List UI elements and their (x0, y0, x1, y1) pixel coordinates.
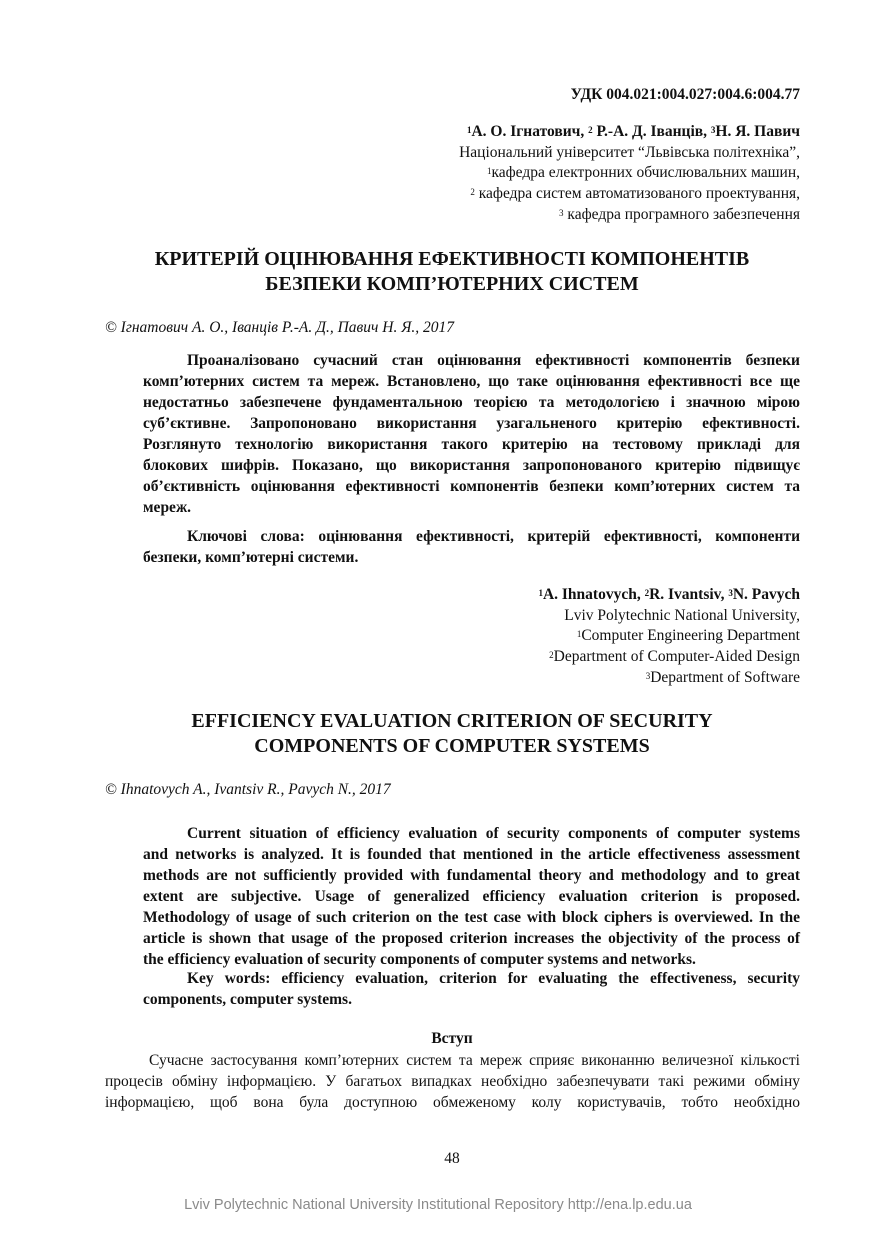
author-sup: 1 (466, 125, 472, 135)
author-name: A. Ihnatovych, (542, 586, 645, 603)
author-sup: 3 (728, 588, 733, 598)
ua-university: Національний університет “Львівська політехніка”, (459, 143, 800, 161)
text-line: Проаналізовано сучасний стан оцінювання ефективності компонентів безпеки (187, 352, 800, 369)
en-department (538, 668, 800, 689)
author-name: А. О. Ігнатович, (471, 123, 589, 140)
author-sup: 1 (538, 588, 543, 598)
author-sup: 3 (710, 125, 716, 135)
ua-authors (459, 122, 800, 143)
ua-title (0, 247, 876, 297)
ua-keywords (143, 526, 800, 568)
intro-heading: Вступ (431, 1030, 473, 1047)
text-line: Ключові слова: оцінювання ефективності, критерій ефективності, компоненти (187, 528, 800, 545)
text-line: комп’ютерних систем та мереж. Встановлено, що таке оцінювання ефективності все ще (143, 373, 800, 390)
text-line: об’єктивність оцінювання ефективності компонентів безпеки комп’ютерних систем та (143, 478, 800, 495)
text-line: Key words: efficiency evaluation, criterion for evaluating the effectiveness, security (187, 970, 800, 987)
en-abstract (143, 823, 800, 970)
text-line: блокових шифрів. Показано, що використання запропонованого критерію підвищує (143, 457, 800, 474)
author-sup: 2 (644, 588, 650, 598)
en-keywords (143, 968, 800, 1010)
page-number: 48 (444, 1150, 460, 1167)
repository-footer: Lviv Polytechnic National University Institutional Repository http://ena.lp.edu.ua (184, 1197, 692, 1213)
author-name: N. Pavych (732, 586, 800, 603)
dept-sup: 3 (645, 670, 651, 681)
ua-department (459, 163, 800, 184)
en-authors (538, 585, 800, 606)
text-line: інформацією, щоб вона була доступною обмеженому колу користувачів, тобто необхідно (105, 1094, 800, 1111)
en-title (0, 709, 876, 759)
author-name: Р.-А. Д. Іванців, (592, 123, 711, 140)
dept-name: Computer Engineering Department (581, 627, 800, 645)
en-university: Lviv Polytechnic National University, (564, 606, 800, 624)
ua-department (459, 184, 800, 205)
text-line: article is shown that usage of the proposed criterion increases the objectivity of the process of (143, 930, 800, 947)
dept-sup: 1 (576, 629, 582, 640)
dept-name: Department of Software (650, 668, 800, 686)
en-department (538, 626, 800, 647)
dept-sup: 1 (486, 166, 492, 177)
ua-copyright: © Ігнатович А. О., Іванців Р.-А. Д., Павич Н. Я., 2017 (105, 319, 455, 336)
text-line: Сучасне застосування комп’ютерних систем та мереж сприяє виконанню величезної кількості (149, 1052, 800, 1069)
text-line: Current situation of efficiency evaluation of security components of computer systems (187, 825, 800, 842)
text-line: Methodology of usage of such criterion on the test case with block ciphers is overviewed. In the (143, 909, 800, 926)
en-affiliation-block (538, 585, 800, 689)
text-line: процесів обміну інформацією. У багатьох випадках необхідно забезпечувати такі режими обміну (105, 1073, 800, 1090)
dept-name: кафедра систем автоматизованого проектування, (474, 185, 800, 203)
intro-paragraph (105, 1050, 800, 1113)
author-sup: 2 (588, 125, 593, 135)
text-line: суб’єктивне. Запропоновано використання узагальненого критерію ефективності. (143, 415, 800, 432)
ua-affiliation-block (459, 122, 800, 226)
text-line: безпеки, комп’ютерні системи. (143, 549, 359, 566)
dept-name: Department of Computer-Aided Design (553, 648, 800, 666)
text-line: недостатньо забезпечене фундаментальною теорією та методологією і значною мірою (143, 394, 800, 411)
dept-sup: 3 (559, 207, 564, 218)
title-line: КРИТЕРІЙ ОЦІНЮВАННЯ ЕФЕКТИВНОСТІ КОМПОНЕНТІВ (154, 248, 750, 270)
en-department (538, 647, 800, 668)
text-line: мереж. (143, 499, 192, 516)
title-line: COMPONENTS OF COMPUTER SYSTEMS (254, 735, 650, 757)
ua-department (459, 205, 800, 226)
text-line: and networks is analyzed. It is founded that mentioned in the article effectiveness assessment (143, 846, 800, 863)
title-line: БЕЗПЕКИ КОМП’ЮТЕРНИХ СИСТЕМ (265, 273, 639, 295)
text-line: the efficiency evaluation of security components of computer systems and networks. (143, 951, 696, 968)
ua-abstract (143, 350, 800, 518)
dept-sup: 2 (470, 187, 475, 198)
dept-name: кафедра електронних обчислювальних машин, (491, 164, 800, 182)
author-name: R. Ivantsiv, (649, 586, 729, 603)
en-copyright: © Ihnatovych A., Ivantsiv R., Pavych N., 2017 (105, 781, 391, 798)
text-line: Розглянуто технологію використання такого критерію на тестовому прикладі для (143, 436, 800, 453)
text-line: extent are subjective. Usage of generalized efficiency evaluation criterion is proposed. (143, 888, 800, 905)
dept-sup: 2 (549, 650, 554, 661)
author-name: Н. Я. Павич (715, 123, 800, 140)
title-line: EFFICIENCY EVALUATION CRITERION OF SECURITY (191, 710, 713, 732)
text-line: components, computer systems. (143, 991, 352, 1008)
text-line: methods are not sufficiently provided with fundamental theory and methodology and to great (143, 867, 800, 884)
dept-name: кафедра програмного забезпечення (563, 205, 800, 223)
udc-code: УДК 004.021:004.027:004.6:004.77 (570, 86, 800, 103)
